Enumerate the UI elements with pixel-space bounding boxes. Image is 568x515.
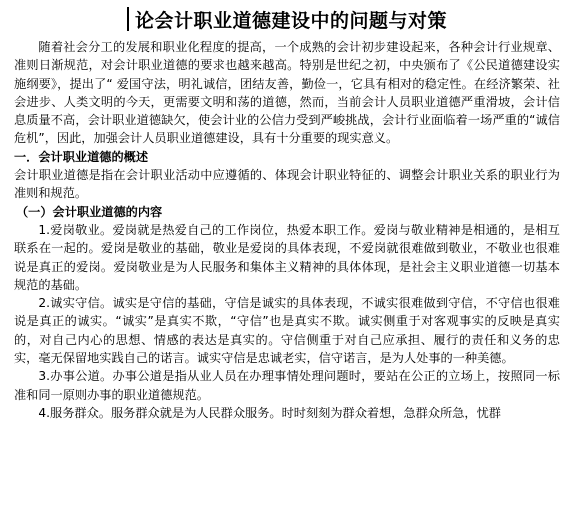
list-item-dedication: 1.爱岗敬业。爱岗就是热爱自己的工作岗位，热爱本职工作。爱岗与敬业精神是相通的，是相互联系在一起的。爱岗是敬业的基础，敬业是爱岗的具体表现，不爱岗就很难做到敬业，不敬业也很难说是真正的爱岗。爱岗敬业是为人民服务和集体主义精神的具体体现，是社会主义职业道德一切基本规范的基础。: [14, 222, 560, 292]
section-overview-text: 会计职业道德是指在会计职业活动中应遵循的、体现会计职业特征的、调整会计职业关系的职业行为准则和规范。: [14, 168, 560, 201]
list-item-serve-public: 4.服务群众。服务群众就是为人民群众服务。时时刻刻为群众着想，急群众所急，忧群: [38, 405, 501, 420]
list-item-fairness: 3.办事公道。办事公道是指从业人员在办理事情处理问题时，要站在公正的立场上，按照同一标准和同一原则办事的职业道德规范。: [14, 369, 560, 402]
subsection-heading-content: （一）会计职业道德的内容: [16, 204, 163, 219]
section-heading-overview: 一．会计职业道德的概述: [14, 149, 149, 164]
text-cursor: [127, 7, 129, 31]
document-title: 论会计职业道德建设中的问题与对策: [134, 9, 447, 32]
list-item-honesty: 2.诚实守信。诚实是守信的基础，守信是诚实的具体表现，不诚实很难做到守信，不守信也很难说是真正的诚实。“诚实”是真实不欺，“守信”也是真实不欺。诚实侧重于对客观事实的反映是真实的，对自己内心的思想、情感的表达是真实的。守信侧重于对自己应承担、履行的责任和义务的忠实，毫无保留地实践自己的诺言。诚实守信是忠诚老实，信守诺言，是为人处事的一种美德。: [14, 296, 560, 366]
intro-paragraph: 随着社会分工的发展和职业化程度的提高，一个成熟的会计初步建设起来，各种会计行业规章、准则日渐规范，对会计职业道德的要求也越来越高。特别是世纪之初，中央颁布了《公民道德建设实施纲要》，提出了“ 爱国守法，明礼诚信，团结友善，勤俭一，它具有相对的稳定性。在经济繁荣、社会进步、人类文明的今天，更需要文明和荡的道德，然而，当前会计人员职业道德严重滑坡，会计信息质量不高，会计职业道德缺欠，使会计业的公信力受到严峻挑战，会计行业面临着一场严重的“诚信危机”，因此，加强会计人员职业道德建设，具有十分重要的现实意义。: [14, 40, 560, 146]
title-row: [14, 6, 560, 32]
